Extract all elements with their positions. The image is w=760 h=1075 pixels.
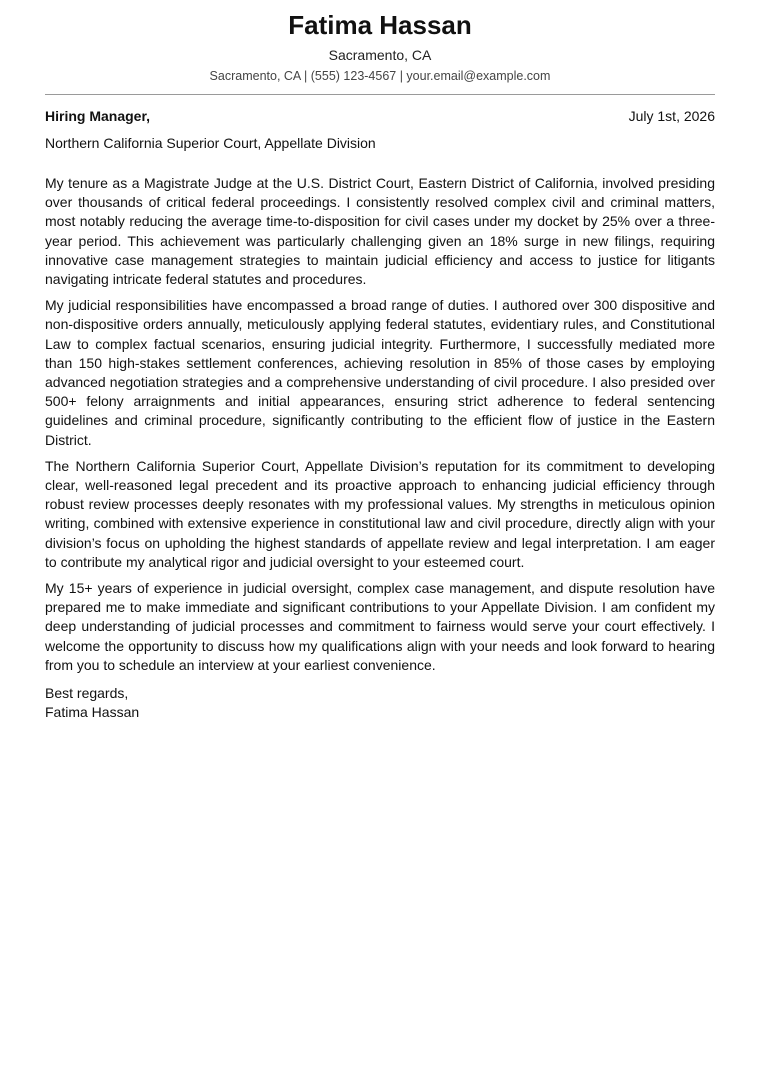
header-divider xyxy=(45,94,715,95)
recipient-date-row xyxy=(45,107,715,125)
letter-header xyxy=(45,0,715,84)
applicant-location: Sacramento, CA xyxy=(328,47,432,63)
body-paragraph: My judicial responsibilities have encompassed a broad range of duties. I authored over 300 dispositive and non-dispositive orders annually, meticulously applying federal statutes, evidentiary rules, and Constitutional Law to complex factual scenarios, ensuring judicial integrity. Furthermore, I successfully mediated more than 150 high-stakes settlement conferences, achieving resolution in 85% of those cases by employing advanced negotiation strategies and a comprehensive understanding of civil procedure. I also presided over 500+ felony arraignments and initial appearances, ensuring strict adherence to federal sentencing guidelines and criminal procedure, significantly contributing to the efficient flow of justice in the Eastern District. xyxy=(45,297,715,448)
letter-body xyxy=(45,174,715,675)
body-paragraph: My tenure as a Magistrate Judge at the U.S. District Court, Eastern District of California, involved presiding over thousands of critical federal proceedings. I consistently resolved complex civil and criminal matters, most notably reducing the average time-to-disposition for civil cases under my docket by 25% over a three-year period. This achievement was particularly challenging given an 18% surge in new filings, requiring innovative case management strategies to maintain judicial efficiency and access to justice for litigants navigating intricate federal statutes and procedures. xyxy=(45,175,715,288)
letter-date: July 1st, 2026 xyxy=(628,108,715,124)
closing-phrase: Best regards, xyxy=(45,685,129,702)
body-paragraph: The Northern California Superior Court, Appellate Division’s reputation for its commitment to developing clear, well-reasoned legal precedent and its proactive approach to enhancing judicial efficiency through robust review processes deeply resonates with my professional values. My strengths in meticulous opinion writing, combined with extensive experience in constitutional law and civil procedure, directly align with your division’s focus on upholding the highest standards of appellate review and legal interpretation. I am eager to contribute my analytical rigor and judicial oversight to your esteemed court. xyxy=(45,457,715,570)
signature-name: Fatima Hassan xyxy=(45,704,140,721)
contact-line: Sacramento, CA | (555) 123-4567 | your.email@example.com xyxy=(209,69,551,83)
applicant-name: Fatima Hassan xyxy=(288,10,472,40)
letter-closing xyxy=(45,684,715,722)
body-paragraph: My 15+ years of experience in judicial oversight, complex case management, and dispute resolution have prepared me to make immediate and significant contributions to your Appellate Division. I am confident my deep understanding of judicial processes and commitment to fairness would serve your court effectively. I welcome the opportunity to discuss how my qualifications align with your needs and look forward to hearing from you to schedule an interview at your earliest convenience. xyxy=(45,580,715,673)
recipient-organization: Northern California Superior Court, Appellate Division xyxy=(45,135,376,151)
salutation: Hiring Manager, xyxy=(45,108,151,124)
